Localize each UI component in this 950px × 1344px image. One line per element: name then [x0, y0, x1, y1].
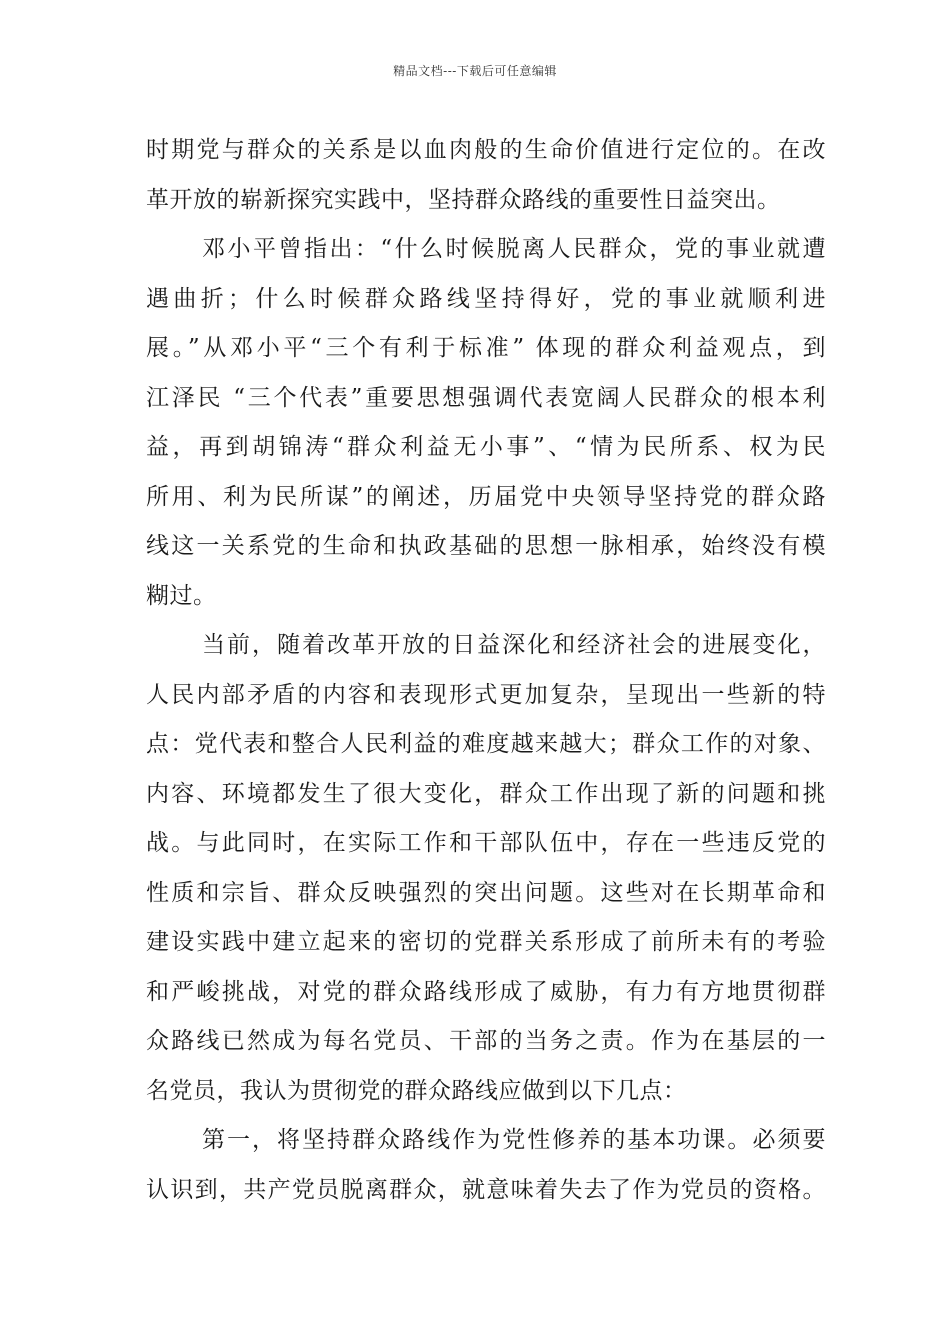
text-line: 和严峻挑战，对党的群众路线形成了威胁，有力有方地贯彻群 [146, 978, 826, 1005]
text-line: 名党员，我认为贯彻党的群众路线应做到以下几点： [146, 1077, 687, 1104]
paragraph [146, 225, 826, 621]
text-line: 革开放的崭新探究实践中，坚持群众路线的重要性日益突出。 [146, 186, 781, 213]
text-line: 江泽民 “三个代表”重要思想强调代表宽阔人民群众的根本利 [146, 384, 826, 411]
text-line: 邓小平曾指出：“什么时候脱离人民群众，党的事业就遭 [202, 236, 826, 262]
paragraph [146, 621, 826, 1116]
text-line: 人民内部矛盾的内容和表现形式更加复杂，呈现出一些新的特 [146, 681, 826, 708]
text-line: 众路线已然成为每名党员、干部的当务之责。作为在基层的一 [146, 1028, 826, 1054]
text-line: 益，再到胡锦涛“群众利益无小事”、“情为民所系、权为民 [146, 434, 826, 460]
text-line: 内容、环境都发生了很大变化，群众工作出现了新的问题和挑 [146, 780, 826, 807]
text-line: 线这一关系党的生命和执政基础的思想一脉相承，始终没有模 [146, 533, 826, 559]
text-line: 当前，随着改革开放的日益深化和经济社会的进展变化， [202, 632, 826, 658]
text-line: 性质和宗旨、群众反映强烈的突出问题。这些对在长期革命和 [146, 879, 826, 906]
text-line: 展。”从邓小平“三个有利于标准” 体现的群众利益观点，到 [146, 335, 826, 361]
text-line: 建设实践中建立起来的密切的党群关系形成了前所未有的考验 [146, 929, 826, 955]
paragraph [146, 126, 826, 225]
text-line: 时期党与群众的关系是以血肉般的生命价值进行定位的。在改 [146, 137, 826, 163]
text-line: 点：党代表和整合人民利益的难度越来越大；群众工作的对象、 [146, 731, 826, 757]
text-line: 遇曲折；什么时候群众路线坚持得好，党的事业就顺利进 [146, 285, 826, 312]
text-line: 所用、利为民所谋”的阐述，历届党中央领导坚持党的群众路 [146, 483, 826, 510]
text-line: 第一，将坚持群众路线作为党性修养的基本功课。必须要 [202, 1127, 826, 1153]
paragraph [146, 1116, 826, 1215]
text-line: 认识到，共产党员脱离群众，就意味着失去了作为党员的资格。 [146, 1176, 826, 1203]
text-line: 战。与此同时，在实际工作和干部队伍中，存在一些违反党的 [146, 830, 826, 856]
page-header: 精品文档---下载后可任意编辑 [393, 64, 557, 78]
text-line: 糊过。 [146, 582, 217, 609]
document-body [146, 126, 826, 1215]
